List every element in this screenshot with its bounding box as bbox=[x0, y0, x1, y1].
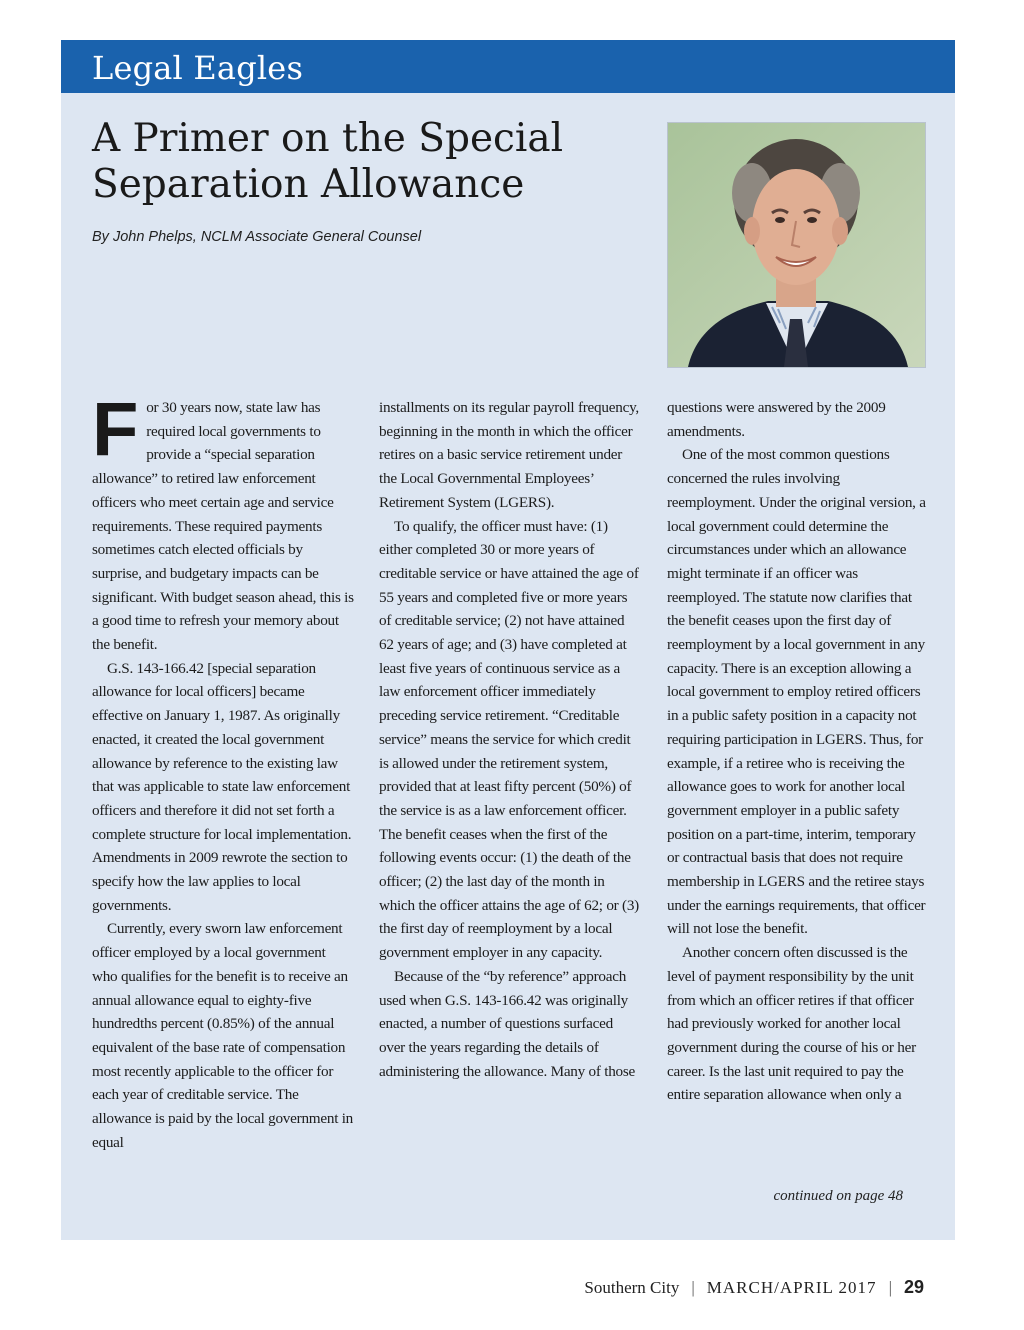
article-title: A Primer on the Special Separation Allowance bbox=[92, 116, 564, 207]
footer-separator: | bbox=[691, 1277, 695, 1297]
section-banner bbox=[61, 40, 955, 93]
paragraph: Because of the “by reference” approach used when G.S. 143-166.42 was originally enacted, a number of questions surfaced over the years regarding the details of administering the allowance. Many of those bbox=[379, 967, 636, 1080]
paragraph: Currently, every sworn law enforcement officer employed by a local government who qualifies for the benefit is to receive an annual allowance equal to eighty-five hundredths percent (0.85%) of the annual equivalent of the base rate of compensation most recently applicable to the officer for each year of creditable service. The allowance is paid by the local government in equal bbox=[92, 920, 354, 1151]
article-column-1 bbox=[92, 387, 354, 1155]
paragraph: One of the most common questions concerned the rules involving reemployment. Under the original version, a local government could determine the circumstances under which an allowance might terminate if an officer was reemployed. The statute now clarifies that the benefit ceases upon the first day of reemployment by a local government in any capacity. There is an exception allowing a local government to employ retired officers in a public safety position in a capacity not requiring participation in LGERS. Thus, for example, if a retiree who is receiving the allowance goes to work for another local government employer in a public safety position on a part-time, interim, temporary or contractual basis that does not require membership in LGERS and the retiree stays under the earnings requirements, that officer will not lose the benefit. bbox=[667, 446, 926, 938]
paragraph: questions were answered by the 2009 amendments. bbox=[667, 399, 886, 440]
paragraph: To qualify, the officer must have: (1) either completed 30 or more years of creditable service or have attained the age of 55 years and completed five or more years of creditable service; (2) not have attained 62 years of age; and (3) have completed at least five years of continuous service as a law enforcement officer immediately preceding service retirement. “Creditable service” means the service for which credit is allowed under the retirement system, provided that at least fifty percent (50%) of the service is as a law enforcement officer. The benefit ceases when the first of the following events occur: (1) the death of the officer; (2) the last day of the month in which the officer attains the age of 62; or (3) the first day of reemployment by a local government employer in any capacity. bbox=[379, 517, 639, 962]
paragraph bbox=[92, 387, 354, 657]
article-column-2 bbox=[379, 396, 641, 1083]
continued-note: continued on page 48 bbox=[773, 1188, 903, 1204]
paragraph: Another concern often discussed is the level of payment responsibility by the unit from which an officer retires if that officer had previously worked for another local government during the course of his or her career. Is the last unit required to pay the entire separation allowance when only a bbox=[667, 944, 916, 1104]
issue-date: MARCH/APRIL 2017 bbox=[706, 1277, 877, 1297]
paragraph-text: or 30 years now, state law has required local governments to provide a “special separation allowance” to retired law enforcement officers who meet certain age and service requirements. These required payments sometimes catch elected officials by surprise, and budgetary impacts can be significant. With budget season ahead, this is a good time to refresh your memory about the benefit. bbox=[92, 399, 354, 654]
article-panel bbox=[61, 40, 955, 1240]
section-title: Legal Eagles bbox=[92, 49, 304, 87]
paragraph: G.S. 143-166.42 [special separation allowance for local officers] became effective on January 1, 1987. As originally enacted, it created the local government allowance by reference to the existing law that was applicable to state law enforcement officers and therefore it did not set forth a complete structure for local implementation. Amendments in 2009 rewrote the section to specify how the law applies to local governments. bbox=[92, 659, 352, 914]
footer-separator: | bbox=[888, 1277, 892, 1297]
publication-name: Southern City bbox=[584, 1277, 680, 1297]
paragraph: installments on its regular payroll frequency, beginning in the month in which the officer retires on a basic service retirement under the Local Governmental Employees’ Retirement System (LGERS). bbox=[379, 399, 639, 511]
page-number: 29 bbox=[903, 1277, 924, 1297]
author-photo bbox=[667, 122, 926, 368]
page-footer bbox=[584, 1277, 924, 1298]
byline: By John Phelps, NCLM Associate General Counsel bbox=[92, 229, 422, 245]
drop-cap: F bbox=[92, 387, 139, 472]
article-column-3 bbox=[667, 396, 929, 1107]
